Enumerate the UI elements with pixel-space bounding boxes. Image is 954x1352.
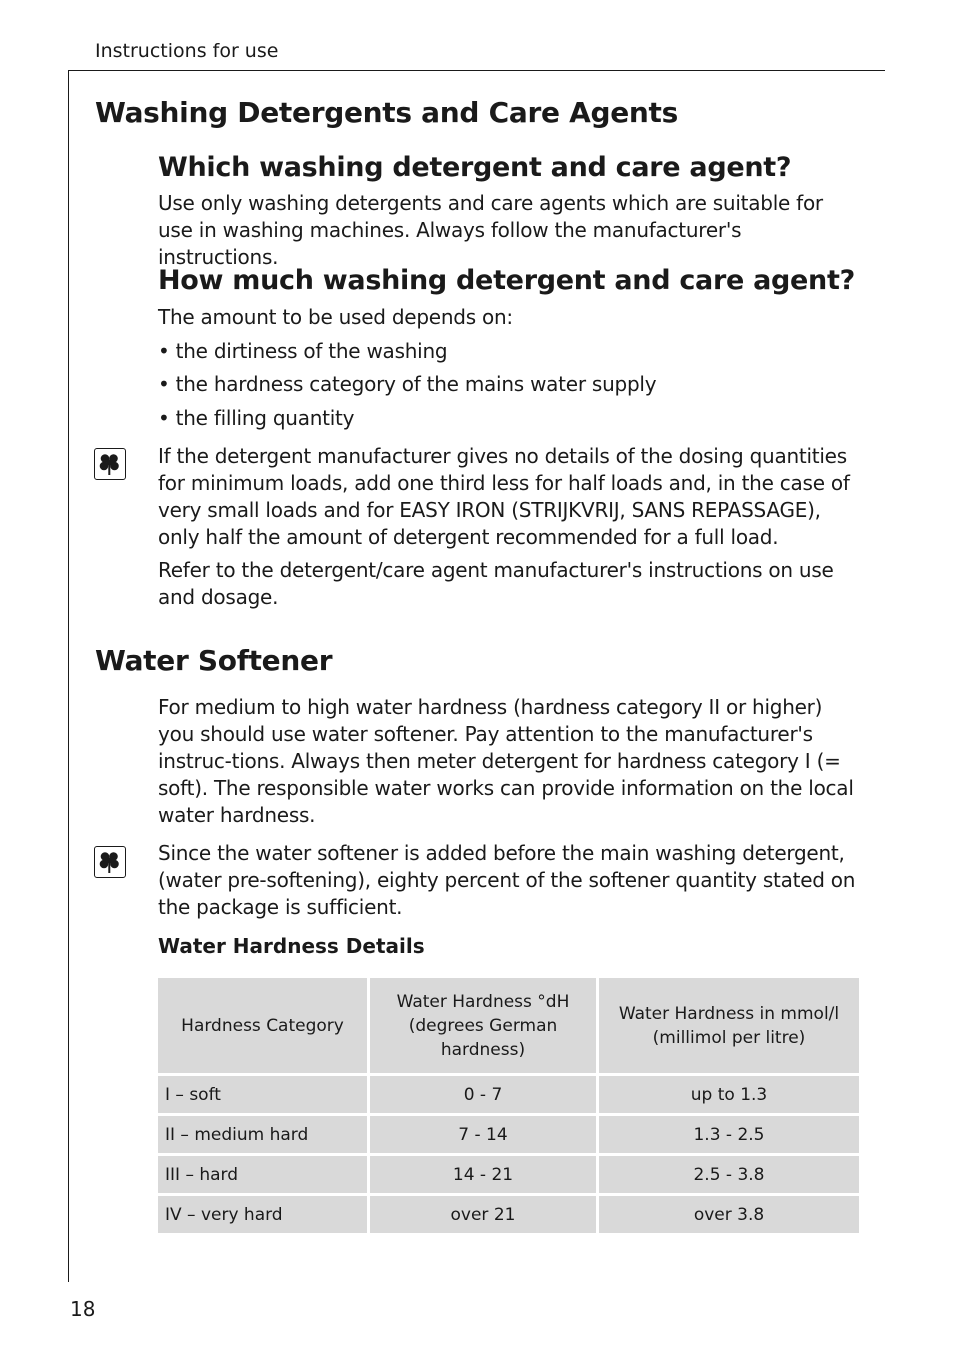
paragraph-softener-tip: Since the water softener is added before the main washing detergent, (water pre-softening), eighty percent of the softener quantity stated on the package is sufficient.: [158, 841, 856, 919]
table-header: Water Hardness in mmol/l (millimol per litre): [599, 978, 859, 1073]
table-cell: I – soft: [158, 1076, 367, 1113]
paragraph-dosage-note: Refer to the detergent/care agent manufacturer's instructions on use and dosage.: [158, 558, 834, 609]
table-cell: IV – very hard: [158, 1196, 367, 1233]
section-title-softener: Water Softener: [95, 644, 333, 677]
table-header: Water Hardness °dH (degrees German hardness): [370, 978, 596, 1073]
table-cell: 2.5 - 3.8: [599, 1156, 859, 1193]
paragraph-dosing-tip: If the detergent manufacturer gives no details of the dosing quantities for minimum loads, add one third less for half loads and, in the case of very small loads and for EASY IRON (STRIJKVRIJ, SANS REPASSAGE), only half the amount of detergent recommended for a full load.: [158, 444, 850, 549]
table-cell: up to 1.3: [599, 1076, 859, 1113]
margin-rule: [68, 70, 69, 1282]
table-header: Hardness Category: [158, 978, 367, 1073]
paragraph-softener: For medium to high water hardness (hardness category II or higher) you should use water softener. Pay attention to the manufacturer's instruc-tions. Always then meter detergent for hardness category I (= soft). The responsible water works can provide information on the local water hardness.: [158, 695, 854, 827]
table-cell: 1.3 - 2.5: [599, 1116, 859, 1153]
paragraph-which-detergent: Use only washing detergents and care agents which are suitable for use in washing machines. Always follow the manufacturer's instructions.: [158, 191, 823, 269]
table-cell: III – hard: [158, 1156, 367, 1193]
table-row: [158, 1156, 859, 1193]
running-header: Instructions for use: [95, 40, 279, 62]
bullet-dirtiness: • the dirtiness of the washing: [158, 339, 448, 363]
table-cell: over 3.8: [599, 1196, 859, 1233]
table-cell: 7 - 14: [370, 1116, 596, 1153]
header-rule: [68, 70, 885, 71]
table-row: [158, 1076, 859, 1113]
subheading-which-detergent: Which washing detergent and care agent?: [158, 152, 792, 183]
paragraph-amount-intro: The amount to be used depends on:: [158, 305, 513, 329]
clover-icon: [94, 448, 126, 480]
table-cell: 0 - 7: [370, 1076, 596, 1113]
section-title-detergents: Washing Detergents and Care Agents: [95, 96, 678, 129]
table-cell: II – medium hard: [158, 1116, 367, 1153]
bullet-filling: • the filling quantity: [158, 406, 355, 430]
table-cell: 14 - 21: [370, 1156, 596, 1193]
clover-icon: [94, 846, 126, 878]
table-row: [158, 1196, 859, 1233]
page-number: 18: [70, 1297, 96, 1321]
table-cell: over 21: [370, 1196, 596, 1233]
table-title: Water Hardness Details: [158, 934, 425, 958]
bullet-hardness: • the hardness category of the mains water supply: [158, 372, 657, 396]
water-hardness-table: [158, 978, 859, 1233]
table-row: [158, 1116, 859, 1153]
subheading-how-much: How much washing detergent and care agent?: [158, 265, 855, 296]
